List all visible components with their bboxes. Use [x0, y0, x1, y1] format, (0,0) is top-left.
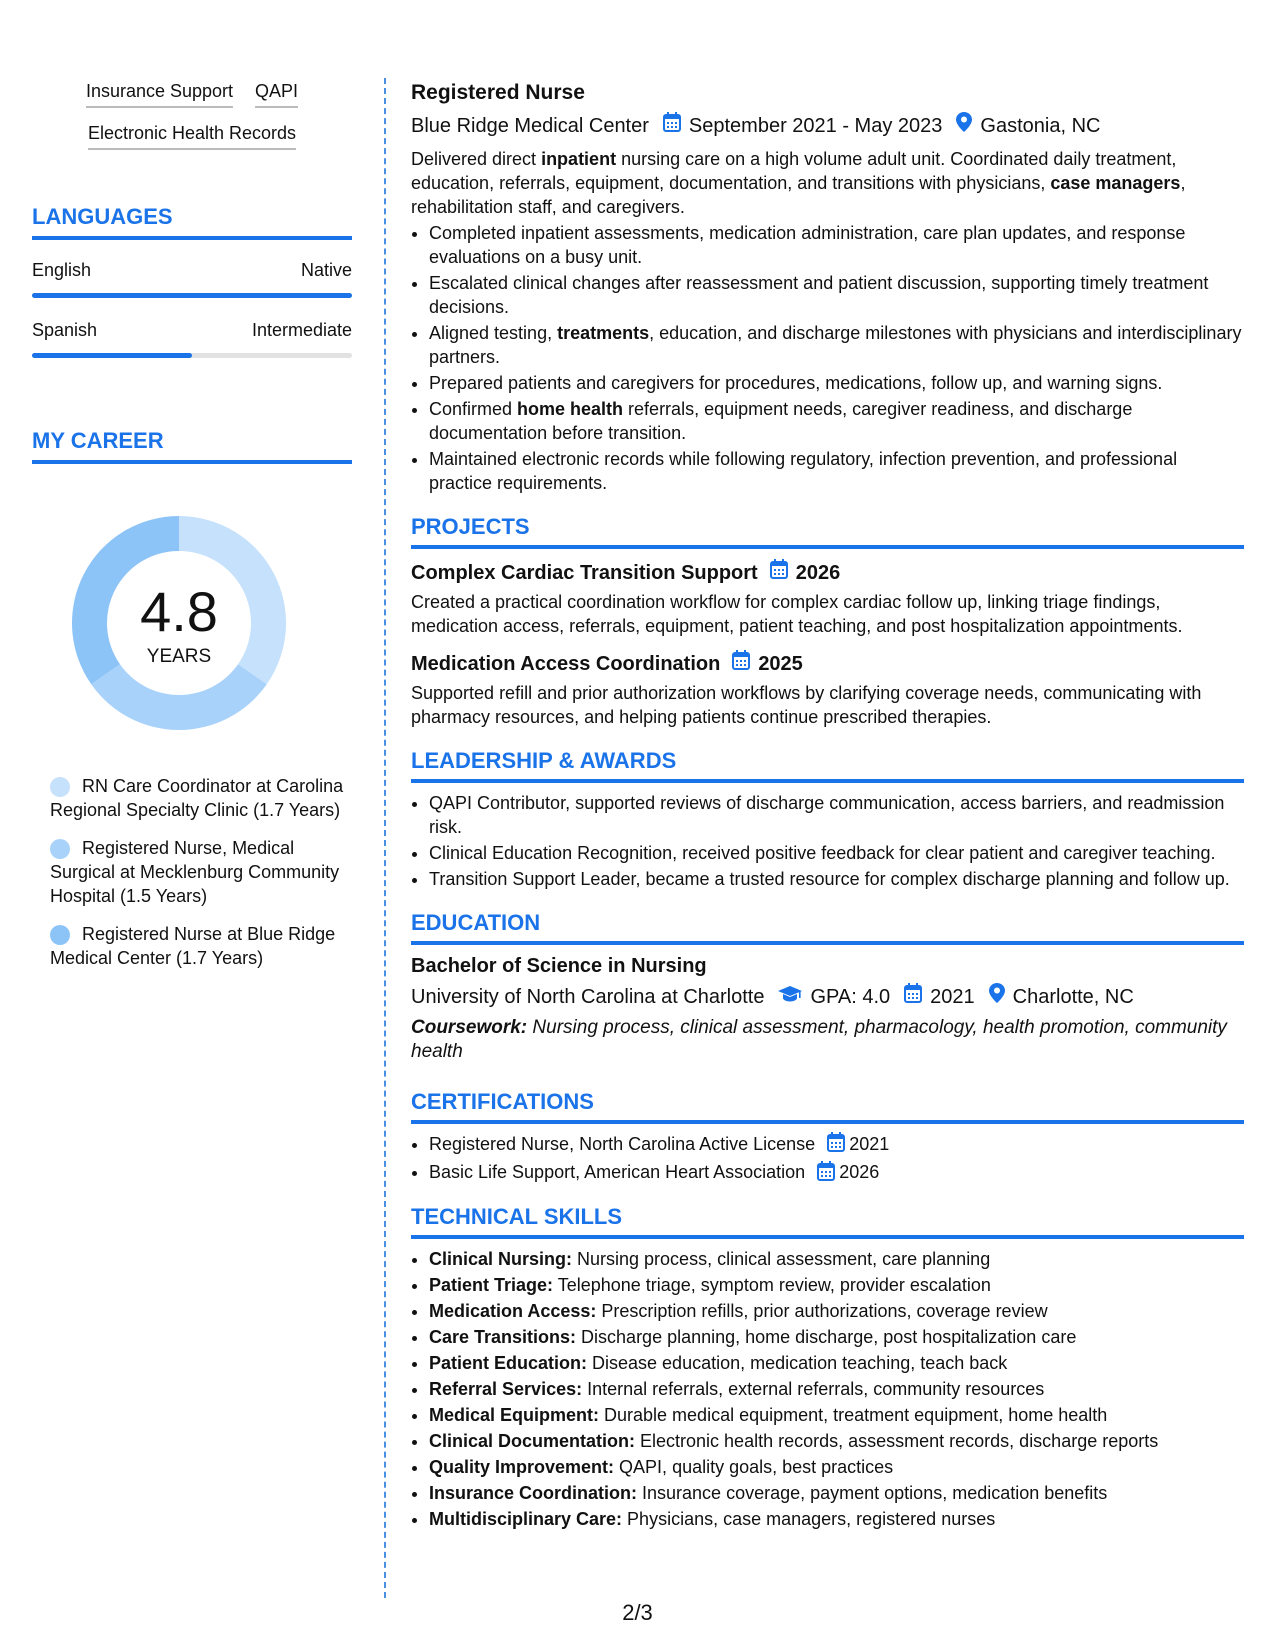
leadership-list: [411, 791, 1244, 891]
skill-values: QAPI, quality goals, best practices: [614, 1456, 894, 1477]
leadership-item: • Transition Support Leader, became a trusted resource for complex discharge planning and follow up.: [429, 867, 1244, 891]
job-bullet: [429, 447, 1244, 495]
education-heading: EDUCATION: [411, 909, 1244, 945]
skill-item: [429, 1377, 1244, 1401]
legend-dot-icon: [50, 839, 70, 859]
donut-center: [64, 508, 294, 668]
career-legend: [32, 774, 352, 970]
skill-values: Internal referrals, external referrals, community resources: [582, 1378, 1045, 1399]
certification-item: [429, 1160, 1244, 1186]
certification-year: 2026: [839, 1162, 880, 1183]
job-bullet: [429, 397, 1244, 445]
job-summary: [411, 147, 1244, 219]
career-legend-label: Registered Nurse at Blue Ridge Medical Center (1.7 Years): [50, 924, 336, 968]
right-column: [411, 80, 1244, 1533]
text: Delivered direct: [411, 149, 542, 169]
job-location: Gastonia, NC: [980, 114, 1101, 137]
project-title: Complex Cardiac Transition Support: [411, 561, 758, 584]
language-name: English: [32, 260, 92, 280]
language-level: Intermediate: [251, 320, 352, 340]
bold-text: case managers: [1050, 173, 1181, 193]
language-level: Native: [300, 260, 352, 280]
calendar-icon: [732, 650, 750, 677]
career-legend-label: Registered Nurse, Medical Surgical at Mecklenburg Community Hospital (1.5 Years): [50, 838, 340, 906]
tag: Electronic Health Records: [88, 122, 296, 150]
skill-values: Disease education, medication teaching, teach back: [587, 1352, 1008, 1373]
education-meta: [411, 983, 1244, 1010]
skill-category: Quality Improvement:: [429, 1456, 615, 1477]
certification-item: [429, 1132, 1244, 1158]
skill-item: [429, 1299, 1244, 1323]
text: Completed inpatient assessments, medication administration, care plan updates, and response evaluations on a busy unit.: [429, 223, 1186, 267]
skill-category: Medical Equipment:: [429, 1404, 600, 1425]
left-column: [32, 80, 352, 984]
education-location: Charlotte, NC: [1012, 985, 1134, 1008]
skill-category: Care Transitions:: [429, 1326, 577, 1347]
certification-list: [411, 1132, 1244, 1187]
skill-category: Referral Services:: [429, 1378, 583, 1399]
leadership-item: • QAPI Contributor, supported reviews of discharge communication, access barriers, and readmission risk.: [429, 791, 1244, 839]
skill-category: Clinical Documentation:: [429, 1430, 636, 1451]
project-list: [411, 559, 1244, 729]
project-header: [411, 559, 1244, 586]
skill-item: [429, 1351, 1244, 1375]
language-proficiency-bar: [32, 293, 352, 298]
tag: Insurance Support: [86, 80, 233, 108]
certifications-heading: CERTIFICATIONS: [411, 1088, 1244, 1124]
text: Confirmed: [429, 399, 518, 419]
donut-segment-2: [91, 664, 267, 730]
certification-name: Registered Nurse, North Carolina Active License: [429, 1134, 816, 1154]
calendar-icon: [904, 983, 922, 1010]
project-year: 2026: [795, 561, 841, 584]
skill-values: Electronic health records, assessment records, discharge reports: [635, 1430, 1159, 1451]
legend-dot-icon: [50, 925, 70, 945]
text: Escalated clinical changes after reassessment and patient discussion, supporting timely treatment decisions.: [429, 273, 1209, 317]
tag-list: [32, 80, 352, 150]
skill-item: [429, 1247, 1244, 1271]
career-heading: MY CAREER: [32, 428, 352, 464]
skill-item: [429, 1481, 1244, 1505]
bold-text: home health: [517, 399, 624, 419]
education-year: 2021: [930, 985, 975, 1008]
language-proficiency-bar: [32, 353, 352, 358]
text: Prepared patients and caregivers for procedures, medications, follow up, and warning signs.: [429, 373, 1163, 393]
career-total-years: 4.8: [140, 580, 218, 643]
calendar-icon: [817, 1161, 835, 1187]
education-degree: Bachelor of Science in Nursing: [411, 955, 707, 977]
projects-heading: PROJECTS: [411, 513, 1244, 549]
career-legend-item: [50, 836, 352, 908]
skill-item: [429, 1403, 1244, 1427]
coursework-label: Coursework:: [411, 1017, 528, 1038]
language-row: [32, 320, 352, 341]
skill-category: Patient Triage:: [429, 1274, 554, 1295]
skill-item: [429, 1455, 1244, 1479]
location-pin-icon: [956, 112, 972, 139]
language-proficiency-fill: [32, 353, 192, 358]
job-bullet: [429, 271, 1244, 319]
education-school: University of North Carolina at Charlotte: [411, 985, 765, 1008]
certification-year: 2021: [849, 1134, 890, 1154]
calendar-icon: [827, 1132, 845, 1158]
skill-values: Insurance coverage, payment options, medication benefits: [637, 1482, 1108, 1503]
legend-dot-icon: [50, 777, 70, 797]
skill-values: Durable medical equipment, treatment equipment, home health: [599, 1404, 1108, 1425]
project-description: Created a practical coordination workflow for complex cardiac follow up, linking triage findings, medication access, referrals, equipment, patient teaching, and post hospitalization appointments.: [411, 592, 1183, 636]
language-item: [32, 320, 352, 358]
skills-list: [411, 1247, 1244, 1531]
job-meta: [411, 112, 1244, 139]
skill-category: Patient Education:: [429, 1352, 588, 1373]
bold-text: treatments: [557, 323, 650, 343]
text: Aligned testing,: [429, 323, 558, 343]
skill-item: [429, 1507, 1244, 1531]
leadership-item: • Clinical Education Recognition, received positive feedback for clear patient and caregiver teaching.: [429, 841, 1244, 865]
job-bullet: [429, 321, 1244, 369]
skill-values: Physicians, case managers, registered nurses: [622, 1508, 996, 1529]
skill-item: [429, 1273, 1244, 1297]
text: , education, and discharge milestones with physicians and interdisciplinary partners.: [429, 323, 1242, 367]
education-coursework: [411, 1016, 1244, 1064]
text: Maintained electronic records while following regulatory, infection prevention, and professional practice requirements.: [429, 449, 1178, 493]
calendar-icon: [770, 559, 788, 586]
skill-values: Nursing process, clinical assessment, care planning: [572, 1248, 991, 1269]
language-item: [32, 260, 352, 298]
graduation-cap-icon: [778, 984, 802, 1010]
job-dates: September 2021 - May 2023: [688, 114, 943, 137]
skill-item: [429, 1325, 1244, 1349]
project-year: 2025: [758, 652, 803, 675]
skill-category: Medication Access:: [429, 1300, 597, 1321]
tag: QAPI: [255, 80, 298, 108]
career-donut-chart: [64, 508, 294, 738]
bold-text: inpatient: [541, 149, 617, 169]
language-name: Spanish: [32, 320, 98, 340]
education-gpa: GPA: 4.0: [810, 985, 891, 1008]
location-pin-icon: [989, 983, 1005, 1010]
certification-name: Basic Life Support, American Heart Association: [429, 1162, 806, 1183]
job-bullet-list: [411, 221, 1244, 495]
project-description: Supported refill and prior authorization workflows by clarifying coverage needs, communicating with pharmacy resources, and helping patients continue prescribed therapies.: [411, 683, 1202, 727]
page-number: 2/3: [622, 1600, 653, 1625]
text: nursing care on a high volume adult unit. Coordinated daily treatment, education, referrals, equipment, documentation, and transitions with physicians,: [411, 149, 1177, 193]
skill-category: Clinical Nursing:: [429, 1248, 573, 1269]
career-legend-item: [50, 774, 352, 822]
column-divider: [384, 78, 386, 1598]
skill-category: Multidisciplinary Care:: [429, 1508, 623, 1529]
job-title: Registered Nurse: [411, 81, 585, 104]
skills-heading: TECHNICAL SKILLS: [411, 1203, 1244, 1239]
skill-values: Telephone triage, symptom review, provider escalation: [553, 1274, 991, 1295]
skill-values: Prescription refills, prior authorizations, coverage review: [596, 1300, 1048, 1321]
skill-item: [429, 1429, 1244, 1453]
career-unit-label: YEARS: [146, 646, 212, 667]
job-bullet: [429, 371, 1244, 395]
project-title: Medication Access Coordination: [411, 652, 721, 675]
leadership-heading: LEADERSHIP & AWARDS: [411, 747, 1244, 783]
language-proficiency-fill: [32, 293, 352, 298]
career-legend-item: [50, 922, 352, 970]
calendar-icon: [663, 112, 681, 139]
text: referrals, equipment needs, caregiver readiness, and discharge documentation before transition.: [429, 399, 1133, 443]
job-company: Blue Ridge Medical Center: [411, 114, 649, 137]
text: , rehabilitation staff, and caregivers.: [411, 173, 1186, 217]
coursework-text: Nursing process, clinical assessment, pharmacology, health promotion, community health: [411, 1017, 1227, 1062]
skill-values: Discharge planning, home discharge, post hospitalization care: [576, 1326, 1077, 1347]
career-legend-label: RN Care Coordinator at Carolina Regional Specialty Clinic (1.7 Years): [50, 776, 344, 820]
project-header: [411, 650, 1244, 677]
languages-heading: LANGUAGES: [32, 204, 352, 240]
skill-category: Insurance Coordination:: [429, 1482, 638, 1503]
job-bullet: [429, 221, 1244, 269]
language-row: [32, 260, 352, 281]
language-list: [32, 260, 352, 358]
